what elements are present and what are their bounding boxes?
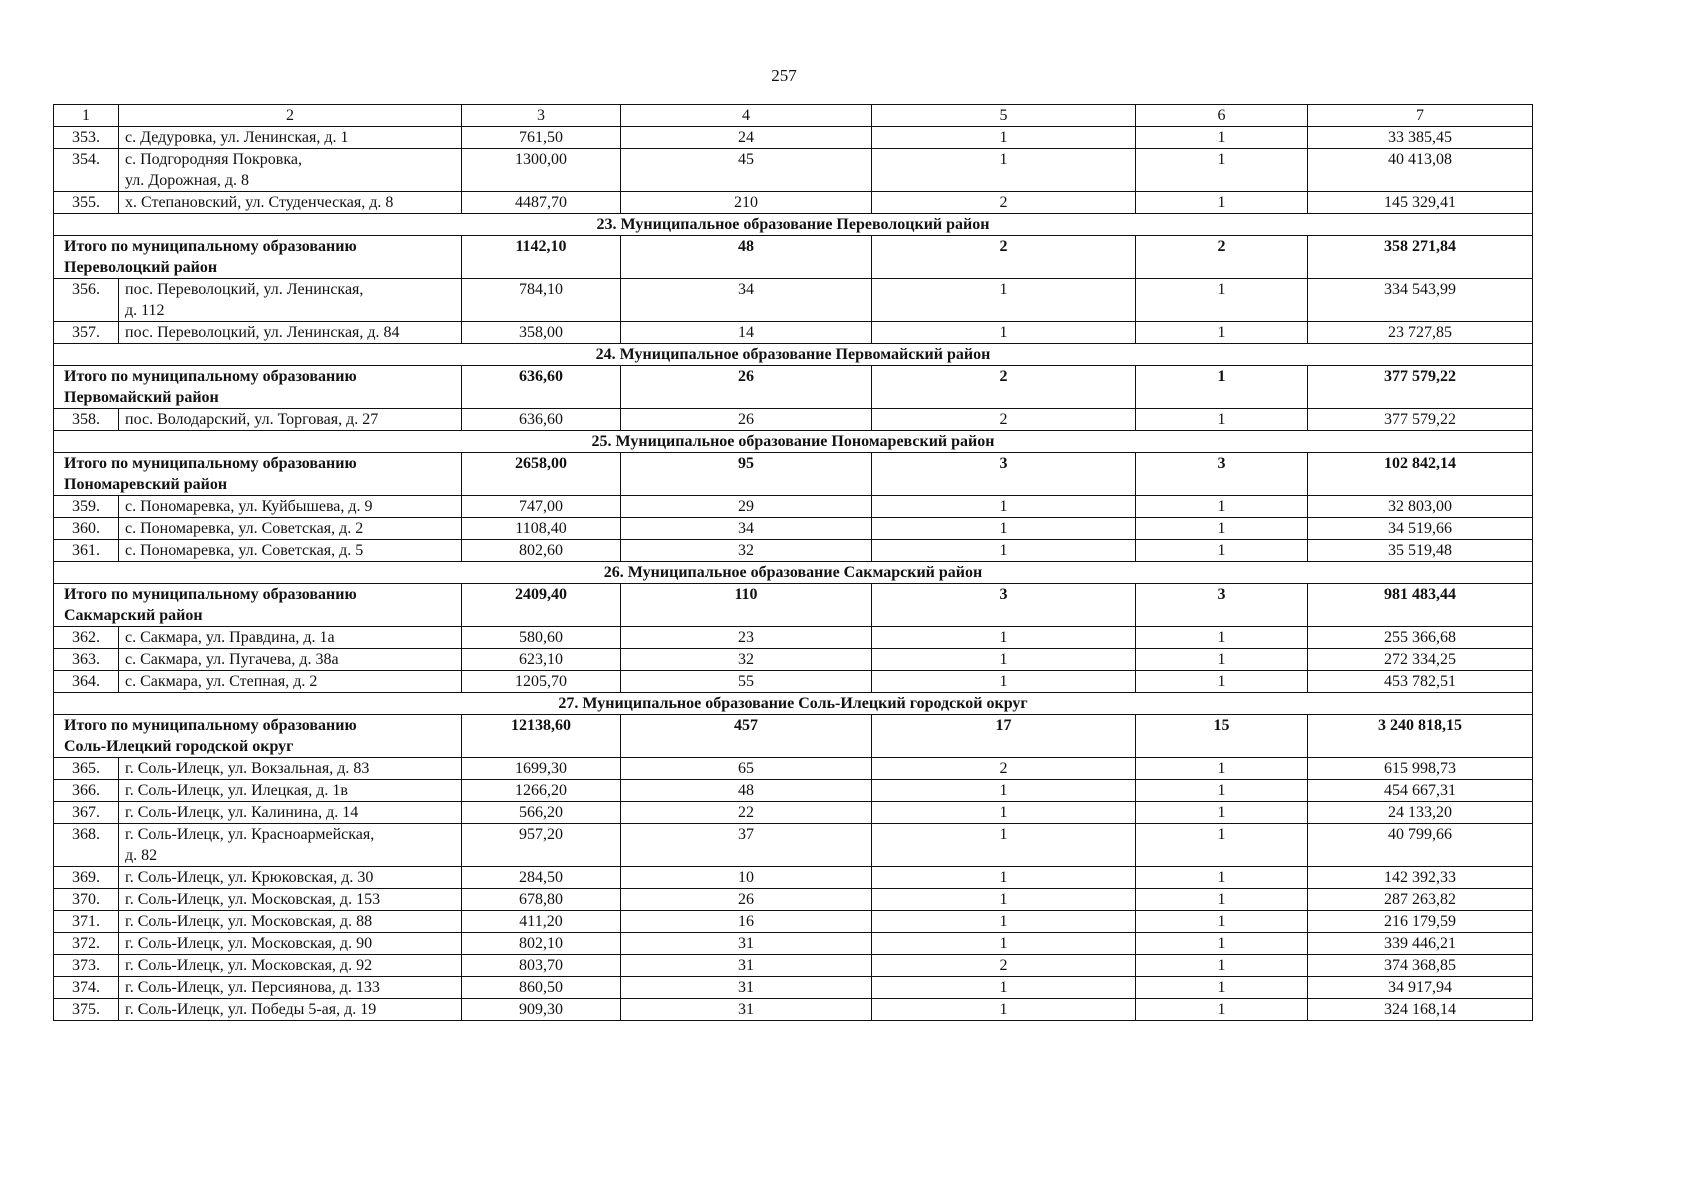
total-count: 457 [621, 715, 872, 758]
row-col5: 1 [872, 627, 1136, 649]
row-address: г. Соль-Илецк, ул. Персиянова, д. 133 [119, 977, 462, 999]
row-amount: 255 366,68 [1308, 627, 1533, 649]
row-col6: 1 [1136, 977, 1308, 999]
row-amount: 34 519,66 [1308, 518, 1533, 540]
section-title: 25. Муниципальное образование Пономаревский район [54, 431, 1533, 453]
row-amount: 374 368,85 [1308, 955, 1533, 977]
total-label: Итого по муниципальному образованию Переволоцкий район [54, 236, 462, 279]
row-count: 210 [621, 192, 872, 214]
row-address: пос. Переволоцкий, ул. Ленинская, д. 112 [119, 279, 462, 322]
row-area: 580,60 [462, 627, 621, 649]
row-count: 48 [621, 780, 872, 802]
row-address: с. Сакмара, ул. Правдина, д. 1а [119, 627, 462, 649]
total-count: 26 [621, 366, 872, 409]
row-number: 365. [54, 758, 119, 780]
row-address: с. Пономаревка, ул. Советская, д. 5 [119, 540, 462, 562]
total-amount: 102 842,14 [1308, 453, 1533, 496]
row-number: 368. [54, 824, 119, 867]
row-amount: 324 168,14 [1308, 999, 1533, 1021]
row-number: 353. [54, 127, 119, 149]
row-col6: 1 [1136, 933, 1308, 955]
row-address: с. Дедуровка, ул. Ленинская, д. 1 [119, 127, 462, 149]
row-col5: 1 [872, 671, 1136, 693]
row-address: х. Степановский, ул. Студенческая, д. 8 [119, 192, 462, 214]
table-row [54, 518, 1533, 540]
page-number: 257 [771, 66, 797, 85]
row-number: 357. [54, 322, 119, 344]
row-amount: 24 133,20 [1308, 802, 1533, 824]
row-number: 367. [54, 802, 119, 824]
total-col6: 3 [1136, 453, 1308, 496]
total-count: 48 [621, 236, 872, 279]
row-col6: 1 [1136, 671, 1308, 693]
row-number: 356. [54, 279, 119, 322]
row-number: 364. [54, 671, 119, 693]
row-amount: 40 799,66 [1308, 824, 1533, 867]
total-amount: 358 271,84 [1308, 236, 1533, 279]
row-col5: 1 [872, 649, 1136, 671]
row-area: 566,20 [462, 802, 621, 824]
row-address: с. Пономаревка, ул. Куйбышева, д. 9 [119, 496, 462, 518]
row-number: 363. [54, 649, 119, 671]
total-area: 2409,40 [462, 584, 621, 627]
row-col6: 1 [1136, 802, 1308, 824]
row-address: г. Соль-Илецк, ул. Крюковская, д. 30 [119, 867, 462, 889]
row-count: 22 [621, 802, 872, 824]
row-col5: 2 [872, 758, 1136, 780]
row-area: 860,50 [462, 977, 621, 999]
total-col6: 1 [1136, 366, 1308, 409]
total-count: 95 [621, 453, 872, 496]
row-col5: 2 [872, 409, 1136, 431]
row-col6: 1 [1136, 824, 1308, 867]
row-area: 1205,70 [462, 671, 621, 693]
section-header-row [54, 214, 1533, 236]
total-label: Итого по муниципальному образованию Соль-Илецкий городской округ [54, 715, 462, 758]
row-count: 31 [621, 999, 872, 1021]
row-number: 370. [54, 889, 119, 911]
table-row [54, 540, 1533, 562]
row-col6: 1 [1136, 627, 1308, 649]
row-number: 371. [54, 911, 119, 933]
total-count: 110 [621, 584, 872, 627]
row-col6: 1 [1136, 999, 1308, 1021]
row-amount: 377 579,22 [1308, 409, 1533, 431]
section-header-row [54, 344, 1533, 366]
table-row [54, 824, 1533, 867]
row-count: 32 [621, 649, 872, 671]
row-area: 4487,70 [462, 192, 621, 214]
row-col6: 1 [1136, 889, 1308, 911]
total-col5: 3 [872, 584, 1136, 627]
row-col6: 1 [1136, 911, 1308, 933]
row-address: г. Соль-Илецк, ул. Победы 5-ая, д. 19 [119, 999, 462, 1021]
total-row [54, 366, 1533, 409]
row-col6: 1 [1136, 127, 1308, 149]
row-amount: 35 519,48 [1308, 540, 1533, 562]
row-number: 355. [54, 192, 119, 214]
table-row [54, 496, 1533, 518]
row-col6: 1 [1136, 867, 1308, 889]
row-col5: 1 [872, 802, 1136, 824]
row-count: 55 [621, 671, 872, 693]
row-col5: 1 [872, 518, 1136, 540]
row-col6: 1 [1136, 518, 1308, 540]
row-col5: 1 [872, 824, 1136, 867]
column-header: 7 [1308, 105, 1533, 127]
table-row [54, 127, 1533, 149]
table-row [54, 889, 1533, 911]
column-header: 3 [462, 105, 621, 127]
total-area: 1142,10 [462, 236, 621, 279]
table-row [54, 867, 1533, 889]
row-amount: 272 334,25 [1308, 649, 1533, 671]
table-row [54, 649, 1533, 671]
row-address: г. Соль-Илецк, ул. Московская, д. 92 [119, 955, 462, 977]
table-row [54, 279, 1533, 322]
row-number: 358. [54, 409, 119, 431]
table-row [54, 671, 1533, 693]
row-col5: 1 [872, 540, 1136, 562]
total-col6: 3 [1136, 584, 1308, 627]
total-area: 2658,00 [462, 453, 621, 496]
row-count: 26 [621, 409, 872, 431]
row-area: 358,00 [462, 322, 621, 344]
row-col6: 1 [1136, 322, 1308, 344]
table-row [54, 192, 1533, 214]
row-count: 32 [621, 540, 872, 562]
row-amount: 34 917,94 [1308, 977, 1533, 999]
table-row [54, 999, 1533, 1021]
row-count: 31 [621, 977, 872, 999]
total-area: 12138,60 [462, 715, 621, 758]
row-amount: 33 385,45 [1308, 127, 1533, 149]
row-area: 1699,30 [462, 758, 621, 780]
total-col6: 2 [1136, 236, 1308, 279]
column-header: 6 [1136, 105, 1308, 127]
row-col5: 2 [872, 192, 1136, 214]
row-area: 802,10 [462, 933, 621, 955]
row-number: 372. [54, 933, 119, 955]
row-number: 359. [54, 496, 119, 518]
column-header: 5 [872, 105, 1136, 127]
row-area: 411,20 [462, 911, 621, 933]
row-area: 802,60 [462, 540, 621, 562]
row-address: с. Подгородняя Покровка, ул. Дорожная, д. 8 [119, 149, 462, 192]
row-area: 678,80 [462, 889, 621, 911]
row-address: г. Соль-Илецк, ул. Московская, д. 153 [119, 889, 462, 911]
column-header-row [54, 105, 1533, 127]
row-count: 34 [621, 279, 872, 322]
table-row [54, 322, 1533, 344]
row-number: 354. [54, 149, 119, 192]
row-count: 65 [621, 758, 872, 780]
row-number: 366. [54, 780, 119, 802]
total-row [54, 236, 1533, 279]
table-row [54, 149, 1533, 192]
row-col5: 1 [872, 933, 1136, 955]
row-area: 747,00 [462, 496, 621, 518]
section-title: 24. Муниципальное образование Первомайский район [54, 344, 1533, 366]
row-number: 362. [54, 627, 119, 649]
row-area: 1300,00 [462, 149, 621, 192]
total-col5: 17 [872, 715, 1136, 758]
row-col6: 1 [1136, 540, 1308, 562]
section-title: 27. Муниципальное образование Соль-Илецкий городской округ [54, 693, 1533, 715]
table-row [54, 802, 1533, 824]
table-row [54, 409, 1533, 431]
row-col5: 1 [872, 977, 1136, 999]
total-col5: 2 [872, 236, 1136, 279]
row-address: с. Пономаревка, ул. Советская, д. 2 [119, 518, 462, 540]
table-row [54, 977, 1533, 999]
total-row [54, 584, 1533, 627]
row-address: с. Сакмара, ул. Степная, д. 2 [119, 671, 462, 693]
column-header: 1 [54, 105, 119, 127]
row-address: г. Соль-Илецк, ул. Красноармейская, д. 82 [119, 824, 462, 867]
row-count: 10 [621, 867, 872, 889]
table-row [54, 911, 1533, 933]
row-col5: 1 [872, 322, 1136, 344]
table-row [54, 933, 1533, 955]
row-col5: 2 [872, 955, 1136, 977]
row-address: г. Соль-Илецк, ул. Вокзальная, д. 83 [119, 758, 462, 780]
row-count: 31 [621, 955, 872, 977]
section-header-row [54, 693, 1533, 715]
row-area: 909,30 [462, 999, 621, 1021]
row-amount: 453 782,51 [1308, 671, 1533, 693]
table-row [54, 758, 1533, 780]
row-amount: 145 329,41 [1308, 192, 1533, 214]
row-count: 16 [621, 911, 872, 933]
section-title: 26. Муниципальное образование Сакмарский район [54, 562, 1533, 584]
row-number: 375. [54, 999, 119, 1021]
row-col6: 1 [1136, 649, 1308, 671]
row-number: 361. [54, 540, 119, 562]
row-col6: 1 [1136, 149, 1308, 192]
table-row [54, 780, 1533, 802]
row-address: г. Соль-Илецк, ул. Московская, д. 90 [119, 933, 462, 955]
total-amount: 981 483,44 [1308, 584, 1533, 627]
total-row [54, 715, 1533, 758]
row-amount: 32 803,00 [1308, 496, 1533, 518]
total-row [54, 453, 1533, 496]
total-col5: 2 [872, 366, 1136, 409]
total-amount: 3 240 818,15 [1308, 715, 1533, 758]
column-header: 2 [119, 105, 462, 127]
row-area: 761,50 [462, 127, 621, 149]
row-count: 34 [621, 518, 872, 540]
row-col6: 1 [1136, 279, 1308, 322]
row-col5: 1 [872, 127, 1136, 149]
row-count: 23 [621, 627, 872, 649]
row-col5: 1 [872, 780, 1136, 802]
row-count: 45 [621, 149, 872, 192]
row-col5: 1 [872, 867, 1136, 889]
row-col6: 1 [1136, 758, 1308, 780]
row-col5: 1 [872, 279, 1136, 322]
total-col5: 3 [872, 453, 1136, 496]
row-address: г. Соль-Илецк, ул. Московская, д. 88 [119, 911, 462, 933]
total-label: Итого по муниципальному образованию Первомайский район [54, 366, 462, 409]
table-row [54, 627, 1533, 649]
row-count: 37 [621, 824, 872, 867]
table-body [54, 105, 1533, 1021]
row-col6: 1 [1136, 955, 1308, 977]
section-header-row [54, 431, 1533, 453]
total-amount: 377 579,22 [1308, 366, 1533, 409]
row-address: пос. Переволоцкий, ул. Ленинская, д. 84 [119, 322, 462, 344]
row-col5: 1 [872, 889, 1136, 911]
row-col6: 1 [1136, 192, 1308, 214]
row-number: 373. [54, 955, 119, 977]
row-address: с. Сакмара, ул. Пугачева, д. 38а [119, 649, 462, 671]
row-amount: 334 543,99 [1308, 279, 1533, 322]
row-area: 957,20 [462, 824, 621, 867]
total-label: Итого по муниципальному образованию Сакмарский район [54, 584, 462, 627]
row-amount: 40 413,08 [1308, 149, 1533, 192]
row-area: 803,70 [462, 955, 621, 977]
row-address: г. Соль-Илецк, ул. Илецкая, д. 1в [119, 780, 462, 802]
row-col5: 1 [872, 999, 1136, 1021]
row-area: 784,10 [462, 279, 621, 322]
row-count: 14 [621, 322, 872, 344]
row-amount: 216 179,59 [1308, 911, 1533, 933]
row-area: 623,10 [462, 649, 621, 671]
total-col6: 15 [1136, 715, 1308, 758]
section-header-row [54, 562, 1533, 584]
row-number: 360. [54, 518, 119, 540]
total-area: 636,60 [462, 366, 621, 409]
row-col5: 1 [872, 911, 1136, 933]
row-address: г. Соль-Илецк, ул. Калинина, д. 14 [119, 802, 462, 824]
row-area: 1108,40 [462, 518, 621, 540]
row-amount: 615 998,73 [1308, 758, 1533, 780]
row-col6: 1 [1136, 780, 1308, 802]
row-count: 29 [621, 496, 872, 518]
row-amount: 23 727,85 [1308, 322, 1533, 344]
row-amount: 287 263,82 [1308, 889, 1533, 911]
row-amount: 339 446,21 [1308, 933, 1533, 955]
row-count: 31 [621, 933, 872, 955]
row-amount: 142 392,33 [1308, 867, 1533, 889]
row-count: 26 [621, 889, 872, 911]
table-row [54, 955, 1533, 977]
row-amount: 454 667,31 [1308, 780, 1533, 802]
column-header: 4 [621, 105, 872, 127]
row-col5: 1 [872, 496, 1136, 518]
register-table [53, 104, 1533, 1021]
section-title: 23. Муниципальное образование Переволоцкий район [54, 214, 1533, 236]
row-area: 284,50 [462, 867, 621, 889]
row-area: 1266,20 [462, 780, 621, 802]
row-area: 636,60 [462, 409, 621, 431]
row-number: 374. [54, 977, 119, 999]
row-number: 369. [54, 867, 119, 889]
row-count: 24 [621, 127, 872, 149]
row-col5: 1 [872, 149, 1136, 192]
total-label: Итого по муниципальному образованию Пономаревский район [54, 453, 462, 496]
row-col6: 1 [1136, 496, 1308, 518]
row-address: пос. Володарский, ул. Торговая, д. 27 [119, 409, 462, 431]
row-col6: 1 [1136, 409, 1308, 431]
